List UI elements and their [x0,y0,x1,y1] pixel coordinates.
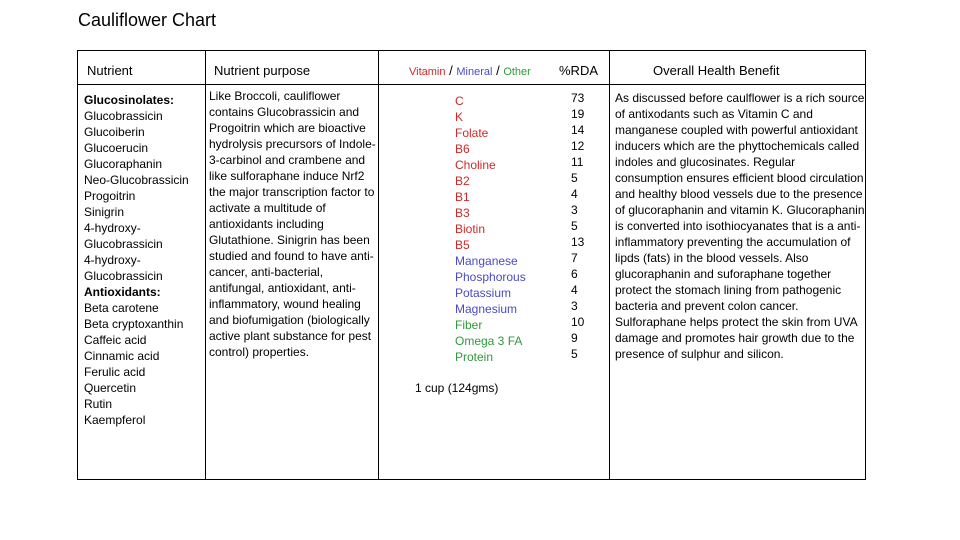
rda-nutrient-vitamin: B1 [455,190,470,204]
antioxidant-item: Beta cryptoxanthin [84,317,184,331]
rda-nutrient-names [455,93,526,365]
antioxidant-item: Rutin [84,397,113,411]
rda-value: 5 [571,171,578,185]
glucosinolate-item: 4-hydroxy- [84,253,141,267]
benefit-text: As discussed before caulflower is a rich source of antixodants such as Vitamin C and manganese coupled with powerful antioxidant inducers which are the phyttochemicals called indoles and glucosinates. Regular consumption ensures efficient blood circulation and healthy blood vessels due to the presence of glucoraphanin and vitamin K. Glucoraphanin is converted into isothiocyanates that is a anti-inflammatory preventing the accumulation of lipds (fats) in the blood vessels. Also glucoraphanin and suforaphane together protect the stomach lining from pathogenic bacteria and prevent colon cancer. Sulforaphane helps protect the skin from UVA damage and promotes hair growth due to the presence of sulphur and silicon. [615,91,865,361]
rda-value: 73 [571,91,585,105]
rda-nutrient-mineral: Magnesium [455,302,518,316]
rda-value: 3 [571,203,578,217]
header-benefit: Overall Health Benefit [653,63,780,78]
rda-value: 6 [571,267,578,281]
glucosinolate-item: Neo-Glucobrassicin [84,173,189,187]
rda-nutrient-mineral: Potassium [455,286,512,300]
legend-separator: / [449,63,453,78]
legend-vitamin: Vitamin [409,66,446,78]
rda-value: 19 [571,107,585,121]
antioxidant-item: Beta carotene [84,301,159,315]
header-purpose: Nutrient purpose [214,63,311,78]
glucosinolate-item: Glucobrassicin [84,269,163,283]
rda-nutrient-vitamin: B5 [455,238,470,252]
nutrition-table [77,50,866,480]
antioxidant-item: Quercetin [84,381,137,395]
rda-value: 14 [571,123,585,137]
nutrient-list [84,92,206,428]
glucosinolate-item: Sinigrin [84,205,125,219]
rda-nutrient-vitamin: Folate [455,126,489,140]
legend-mineral: Mineral [456,66,493,78]
rda-nutrient-other: Omega 3 FA [455,334,523,348]
rda-values [571,90,584,362]
antioxidants-heading: Antioxidants: [84,285,161,299]
glucosinolate-item: 4-hydroxy- [84,221,141,235]
rda-nutrient-vitamin: Biotin [455,222,486,236]
rda-nutrient-vitamin: B6 [455,142,470,156]
serving-size: 1 cup (124gms) [415,381,499,395]
rda-nutrient-vitamin: K [455,110,464,124]
rda-nutrient-mineral: Manganese [455,254,518,268]
rda-value: 12 [571,139,585,153]
glucosinolate-item: Glucobrassicin [84,237,163,251]
glucosinolate-item: Progoitrin [84,189,136,203]
rda-nutrient-vitamin: C [455,94,464,108]
antioxidants-list [84,300,206,428]
glucosinolate-item: Glucobrassicin [84,109,163,123]
rda-nutrient-vitamin: B2 [455,174,470,188]
rda-nutrient-vitamin: B3 [455,206,470,220]
glucosinolates-list [84,108,206,284]
glucosinolates-heading: Glucosinolates: [84,93,175,107]
rda-value: 7 [571,251,578,265]
header-nutrient: Nutrient [87,63,133,78]
rda-value: 5 [571,347,578,361]
antioxidant-item: Caffeic acid [84,333,147,347]
rda-value: 11 [571,155,584,169]
legend-separator: / [496,63,500,78]
glucosinolate-item: Glucoiberin [84,125,145,139]
glucosinolate-item: Glucoraphanin [84,157,163,171]
antioxidant-item: Cinnamic acid [84,349,160,363]
rda-nutrient-other: Fiber [455,318,483,332]
rda-value: 10 [571,315,585,329]
header-divider [78,84,865,85]
purpose-text: Like Broccoli, cauliflower contains Glucobrassicin and Progoitrin which are bioactive hydrolysis precursors of Indole-3-carbinol and crambene and like sulforaphane induce Nrf2 the major transcription factor to activate a multitude of antioxidants including Glutathione. Sinigrin has been studied and found to have anti-cancer, anti-bacterial, antifungal, antioxidant, anti-inflammatory, wound healing and biofumigation (biologically active plant substance for pest control) properties. [209,89,376,359]
column-divider [609,51,610,479]
rda-value: 3 [571,299,578,313]
legend-other: Other [503,66,531,78]
rda-value: 4 [571,187,578,201]
header-rda: %RDA [559,63,599,78]
rda-value: 5 [571,219,578,233]
page-title: Cauliflower Chart [78,10,217,30]
antioxidant-item: Ferulic acid [84,365,146,379]
rda-nutrient-vitamin: Choline [455,158,496,172]
header-legend [409,63,531,78]
rda-value: 4 [571,283,578,297]
antioxidant-item: Kaempferol [84,413,146,427]
glucosinolate-item: Glucoerucin [84,141,149,155]
rda-value: 9 [571,331,578,345]
rda-nutrient-other: Protein [455,350,494,364]
rda-nutrient-mineral: Phosphorous [455,270,526,284]
rda-value: 13 [571,235,585,249]
